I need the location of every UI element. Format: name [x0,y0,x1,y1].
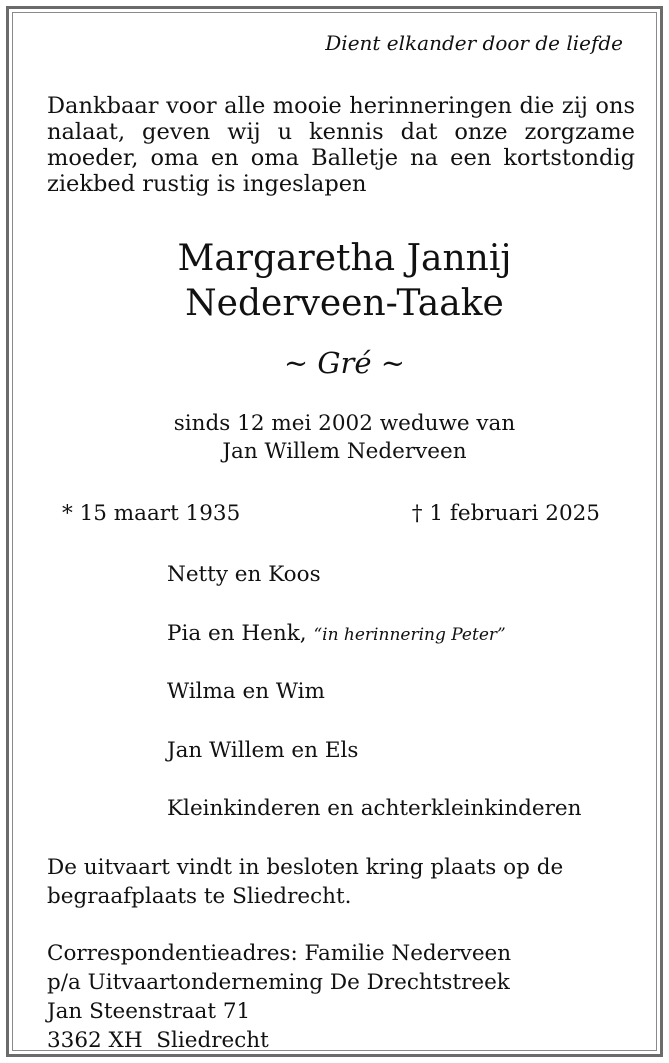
intro-text: Dankbaar voor alle mooie herinneringen die zij ons nalaat, geven wij u kennis dat onze zorgzame moeder, oma en oma Balletje na een kortstondig ziekbed rustig is ingeslapen [47,93,635,197]
announcement-frame [6,6,663,1057]
address-line: Jan Steenstraat 71 [47,999,251,1024]
family-member [167,679,325,704]
nickname-text: ~ Gré ~ [283,346,406,380]
birth-date: * 15 maart 1935 [62,501,241,526]
announcement-inner-border [12,12,657,1051]
family-names: Jan Willem en Els [167,738,359,763]
family-names: Pia en Henk, [167,621,307,646]
family-member [167,738,358,763]
family-member [167,562,321,587]
family-names: Netty en Koos [167,562,321,587]
family-member [167,796,582,821]
motto: Dient elkander door de liefde [325,31,623,55]
address-line: p/a Uitvaartonderneming De Drechtstreek [47,970,510,995]
widow-line1: sinds 12 mei 2002 weduwe van [173,411,516,436]
family-names: Wilma en Wim [167,679,325,704]
family-names: Kleinkinderen en achterkleinkinderen [167,796,582,821]
address-line: Correspondentieadres: Familie Nederveen [47,941,512,966]
deceased-name-line1: Margaretha Jannij [177,238,512,279]
address-line: 3362 XH Sliedrecht [47,1028,269,1053]
nickname [13,346,669,380]
death-date: † 1 februari 2025 [411,501,600,526]
family-note: “in herinnering Peter” [313,625,506,645]
widow-line2: Jan Willem Nederveen [222,439,467,464]
funeral-notice: De uitvaart vindt in besloten kring plaats op de begraafplaats te Sliedrecht. [47,855,564,909]
family-member [167,621,506,646]
deceased-name-line2: Nederveen-Taake [185,283,504,324]
